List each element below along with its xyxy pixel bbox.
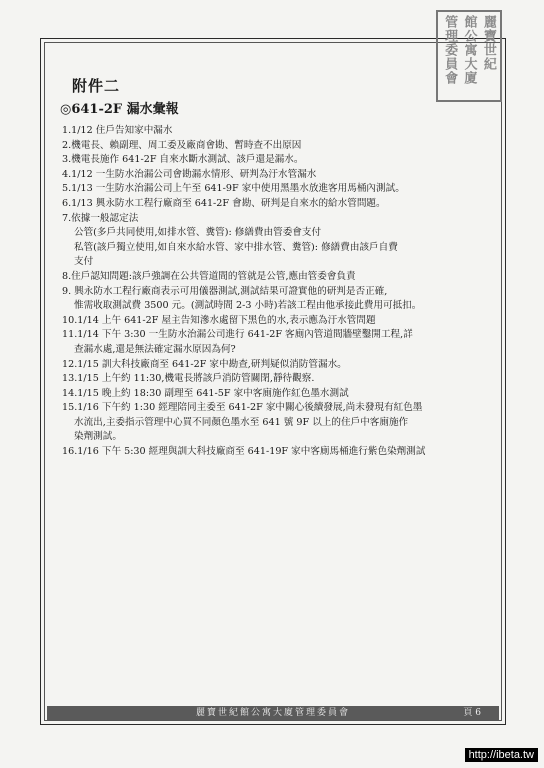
- committee-seal-stamp: [436, 10, 502, 102]
- list-item: 12.1/15 訓大科技廠商至 641-2F 家中勘查,研判疑似消防管漏水。: [62, 358, 347, 370]
- list-item-private-pipe: 私管(該戶獨立使用,如自來水給水管、家中排水管、糞管): 修繕費由該戶自費: [74, 241, 398, 253]
- list-item: 6.1/13 興永防水工程行廠商至 641-2F 會勘、研判是自來水的給水管問題。: [62, 197, 386, 209]
- list-item: 11.1/14 下午 3:30 一生防水治漏公司進行 641-2F 客廁內管道間牆壁鑿開工程,詳: [62, 329, 413, 341]
- list-item-continuation: 查漏水處,還是無法確定漏水原因為何?: [74, 343, 236, 355]
- list-item-continuation: 染劑測試。: [74, 431, 122, 443]
- list-item: 8.住戶認知問題:該戶強調在公共管道間的管就是公管,應由管委會負責: [62, 270, 356, 282]
- seal-text-col-1: 麗寶世紀: [480, 15, 496, 71]
- list-item-continuation: 水流出,主委指示管理中心買不同顏色墨水至 641 號 9F 以上的住戶中客廁施作: [74, 416, 409, 428]
- list-item: 13.1/15 上午約 11:30,機電長將該戶消防管關閉,靜待觀察.: [62, 373, 315, 385]
- list-item: 14.1/15 晚上約 18:30 副理至 641-5F 家中客廁施作紅色墨水測試: [62, 387, 349, 399]
- list-item: 2.機電長、賴副理、周工委及廠商會勘、暫時查不出原因: [62, 139, 302, 151]
- report-body: [62, 124, 482, 460]
- attachment-heading: 附件二: [72, 77, 121, 95]
- footer-title: 麗寶世紀館公寓大廈管理委員會: [195, 708, 350, 718]
- list-item-continuation: 支付: [74, 256, 94, 268]
- site-watermark: http://ibeta.tw: [465, 748, 538, 762]
- list-item: 9. 興永防水工程行廠商表示可用儀器測試,測試結果可證實他的研判是否正確,: [62, 285, 388, 297]
- list-item: 5.1/13 一生防水治漏公司上午至 641-9F 家中使用黑墨水放進客用馬桶內測試。: [62, 183, 405, 195]
- list-item: 16.1/16 下午 5:30 經理與訓大科技廠商至 641-19F 家中客廁馬桶進行紫色染劑測試: [62, 446, 426, 458]
- page-footer: [47, 706, 499, 720]
- page-number: 頁 6: [463, 708, 481, 718]
- list-item: 3.機電長施作 641-2F 自來水斷水測試、該戶還是漏水。: [62, 154, 304, 166]
- list-item: 7.依據一般認定法: [62, 212, 139, 224]
- seal-text-col-2: 館公寓大廈: [461, 15, 477, 85]
- list-item: 1.1/12 住戶告知家中漏水: [62, 125, 173, 136]
- list-item: 15.1/16 下午約 1:30 經理陪同主委至 641-2F 家中關心後續發展,尚未發現有紅色墨: [62, 402, 423, 414]
- list-item: 4.1/12 一生防水治漏公司會勘漏水情形、研判為汙水管漏水: [62, 168, 317, 180]
- list-item-continuation: 惟需收取測試費 3500 元。(測試時間 2-3 小時)若該工程由他承接此費用可抵扣。: [74, 300, 422, 312]
- report-title: ◎641-2F 漏水彙報: [60, 102, 179, 117]
- seal-text-col-3: 管理委員會: [442, 15, 458, 85]
- list-item-public-pipe: 公管(多戶共同使用,如排水管、糞管): 修繕費由管委會支付: [74, 227, 322, 239]
- list-item: 10.1/14 上午 641-2F 屋主告知滲水處留下黑色的水,表示應為汙水管問題: [62, 314, 376, 326]
